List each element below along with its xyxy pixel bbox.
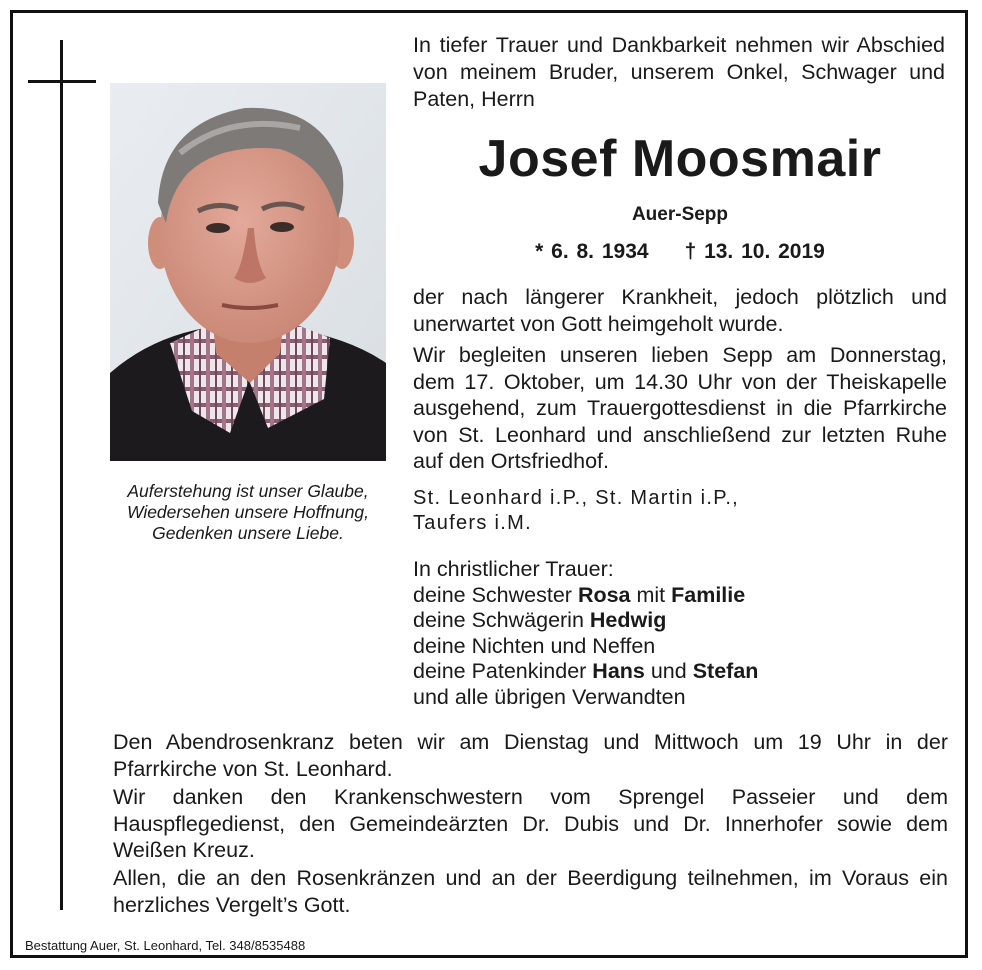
cross-vertical-bar — [60, 40, 63, 910]
mourner-line — [413, 583, 947, 609]
paragraph-death: der nach längerer Krankheit, jedoch plötzlich und unerwartet von Gott heimgeholt wurde. — [413, 285, 947, 336]
mourners-list — [413, 557, 947, 710]
places — [413, 486, 947, 536]
places-line: Taufers i.M. — [413, 512, 532, 534]
deceased-nickname: Auer-Sepp — [631, 204, 729, 225]
mourner-name: Stefan — [692, 659, 759, 683]
text: deine Schwester — [413, 582, 578, 607]
mourners-heading: In christlicher Trauer: — [413, 557, 614, 581]
death-date: † 13. 10. 2019 — [684, 240, 825, 263]
caption-line: Gedenken unsere Liebe. — [152, 523, 344, 543]
thanks-text: Wir danken den Krankenschwestern vom Sprengel Passeier und dem Hauspflegedienst, den Gemeindeärzten Dr. Dubis und Dr. Innerhofer sowie dem Weißen Kreuz. — [113, 785, 948, 862]
mourner-name: Hedwig — [589, 608, 667, 632]
portrait-photo — [110, 83, 386, 461]
text: deine Schwägerin — [413, 608, 590, 632]
text: deine Patenkinder — [413, 659, 593, 683]
cross-horizontal-bar — [28, 80, 96, 83]
thanks-all-text: Allen, die an den Rosenkränzen und an der Beerdigung teilnehmen, im Voraus ein herzliches Vergelt’s Gott. — [113, 866, 948, 917]
mourner-name: Hans — [592, 659, 645, 683]
mourner-line: und alle übrigen Verwandten — [413, 684, 686, 709]
mourner-line — [413, 659, 947, 685]
caption-line: Wiedersehen unsere Hoffnung, — [126, 502, 370, 522]
text: und — [644, 659, 693, 683]
funeral-home-footer: Bestattung Auer, St. Leonhard, Tel. 348/8535488 — [25, 938, 306, 953]
rosary-notice: Den Abendrosenkranz beten wir am Dienstag und Mittwoch um 19 Uhr in der Pfarrkirche von St. Leonhard. — [113, 730, 948, 781]
paragraph-funeral: Wir begleiten unseren lieben Sepp am Donnerstag, dem 17. Oktober, um 14.30 Uhr von der Theiskapelle ausgehend, zum Trauergottesdienst in die Pfarrkirche von St. Leonhard und anschließend zur letzten Ruhe auf den Ortsfriedhof. — [413, 343, 947, 473]
deceased-name: Josef Moosmair — [478, 130, 882, 188]
mourner-line: deine Nichten und Neffen — [413, 633, 656, 658]
intro-text: In tiefer Trauer und Dankbarkeit nehmen wir Abschied von meinem Bruder, unserem Onkel, Schwager und Paten, Herrn — [413, 33, 945, 111]
birth-date: * 6. 8. 1934 — [535, 240, 649, 263]
places-line: St. Leonhard i.P., St. Martin i.P., — [413, 487, 740, 509]
mourner-line — [413, 608, 947, 634]
mourner-name: Rosa — [577, 582, 631, 607]
mourner-name: Familie — [671, 582, 746, 607]
text: mit — [630, 582, 672, 607]
caption-line: Auferstehung ist unser Glaube, — [127, 481, 369, 501]
life-dates — [400, 238, 960, 266]
caption — [104, 481, 392, 544]
